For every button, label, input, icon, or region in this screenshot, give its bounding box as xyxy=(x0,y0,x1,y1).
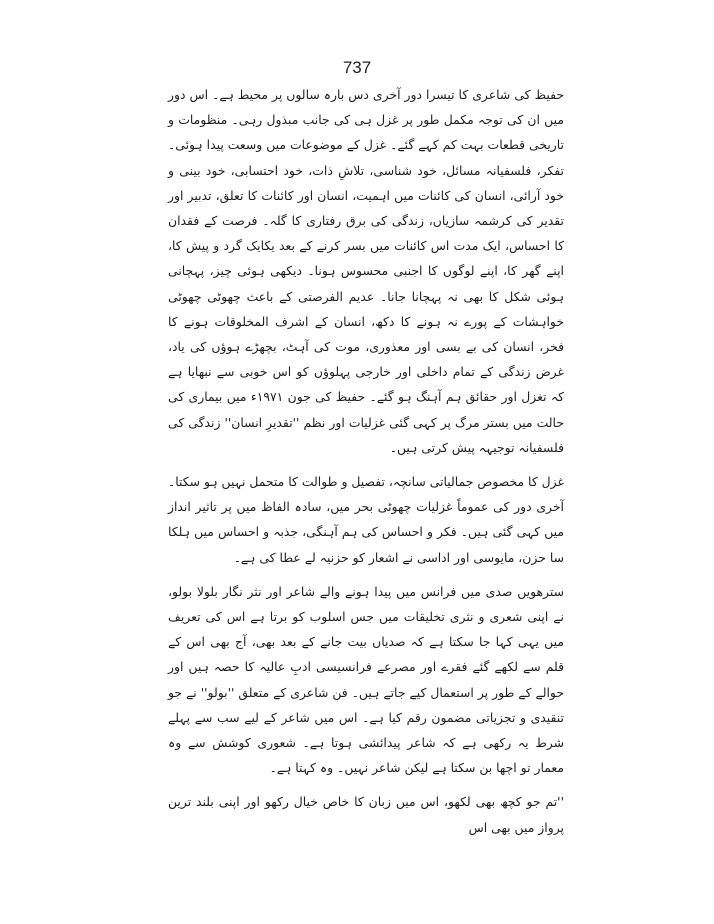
paragraph-boileau: سترھویں صدی میں فرانس میں پیدا ہونے والے شاعر اور نثر نگار بلولا بولو، نے اپنی شعری و نثری تخلیقات میں جس اسلوب کو برتا ہے اس کی تعریف میں یہی کہا جا سکتا ہے کہ صدیاں بیت جانے کے بعد بھی، آج بھی اس کے قلم سے لکھے گئے فقرے اور مصرعے فرانسیسی ادبِ عالیہ کا حصہ ہیں اور حوالے کے طور پر استعمال کیے جاتے ہیں۔ فن شاعری کے متعلق ''بولو'' نے جو تنقیدی و تجزیاتی مضمون رقم کیا ہے۔ اس میں شاعر کے لیے سب سے پہلے شرط یہ رکھی ہے کہ شاعر پیدائشی ہوتا ہے۔ شعوری کوشش سے وہ معمار تو اچھا بن سکتا ہے لیکن شاعر نہیں۔ وہ کہتا ہے۔ xyxy=(168,583,564,776)
paragraph-themes: حفیظ کی شاعری کا تیسرا دور آخری دس بارہ سالوں پر محیط ہے۔ اس دور میں ان کی توجہ مکمل طور پر غزل ہی کی جانب مبذول رہی۔ منظومات و تاریخی قطعات بہت کم کہے گئے۔ غزل کے موضوعات میں وسعت پیدا ہوئی۔ تفکر، فلسفیانہ مسائل، خود شناسی، تلاشِ ذات، خود احتسابی، خود بینی و خود آرائی، انسان کی کائنات میں اہمیت، انسان اور کائنات کا تعلق، تدبیر اور تقدیر کی کرشمہ سازیاں، زندگی کی برق رفتاری کا گلہ۔ فرصت کے فقدان کا احساس، ایک مدت اس کائنات میں بسر کرنے کے بعد یکایک گرد و پیش کا، اپنے گھر کا، اپنے لوگوں کا اجنبی محسوس ہونا۔ دیکھی ہوئی چیز، پہچانی ہوئی شکل کا بھی نہ پہچانا جانا۔ عدیم الفرصتی کے باعث چھوٹی چھوٹی خواہشات کے پورے نہ ہونے کا دکھ، انسان کے اشرف المخلوقات ہونے کا فخر، انسان کی بے بسی اور معذوری، موت کی آہٹ، بچھڑے ہوؤں کی یاد، غرض زندگی کے تمام داخلی اور خارجی پہلوؤں کو اس خوبی سے نبھایا ہے کہ تغزل اور حقائق ہم آہنگ ہو گئے۔ حفیظ کی جون ۱۹۷۱ء میں بیماری کی حالت میں بستر مرگ پر کہی گئی غزلیات اور نظم ''تقدیرِ انسان'' زندگی کی فلسفیانہ توجیہہ پیش کرتی ہیں۔ xyxy=(168,87,564,455)
page-number: 737 xyxy=(342,58,372,77)
body-text xyxy=(168,82,564,840)
paragraph-ghazal-style: غزل کا مخصوص جمالیاتی سانچہ، تفصیل و طوالت کا متحمل نہیں ہو سکتا۔ آخری دور کی عموماً غزلیات چھوٹی بحر میں، سادہ الفاظ میں پر تاثیر انداز میں کہی گئی ہیں۔ فکر و احساس کی ہم آہنگی، جذبہ و احساس میں ہلکا سا حزن، مایوسی اور اداسی نے اشعار کو حزنیہ لے عطا کی ہے۔ xyxy=(168,474,564,565)
paragraph-quote: ''تم جو کچھ بھی لکھو، اس میں زبان کا خاص خیال رکھو اور اپنی بلند ترین پرواز میں بھی اس xyxy=(168,794,564,835)
